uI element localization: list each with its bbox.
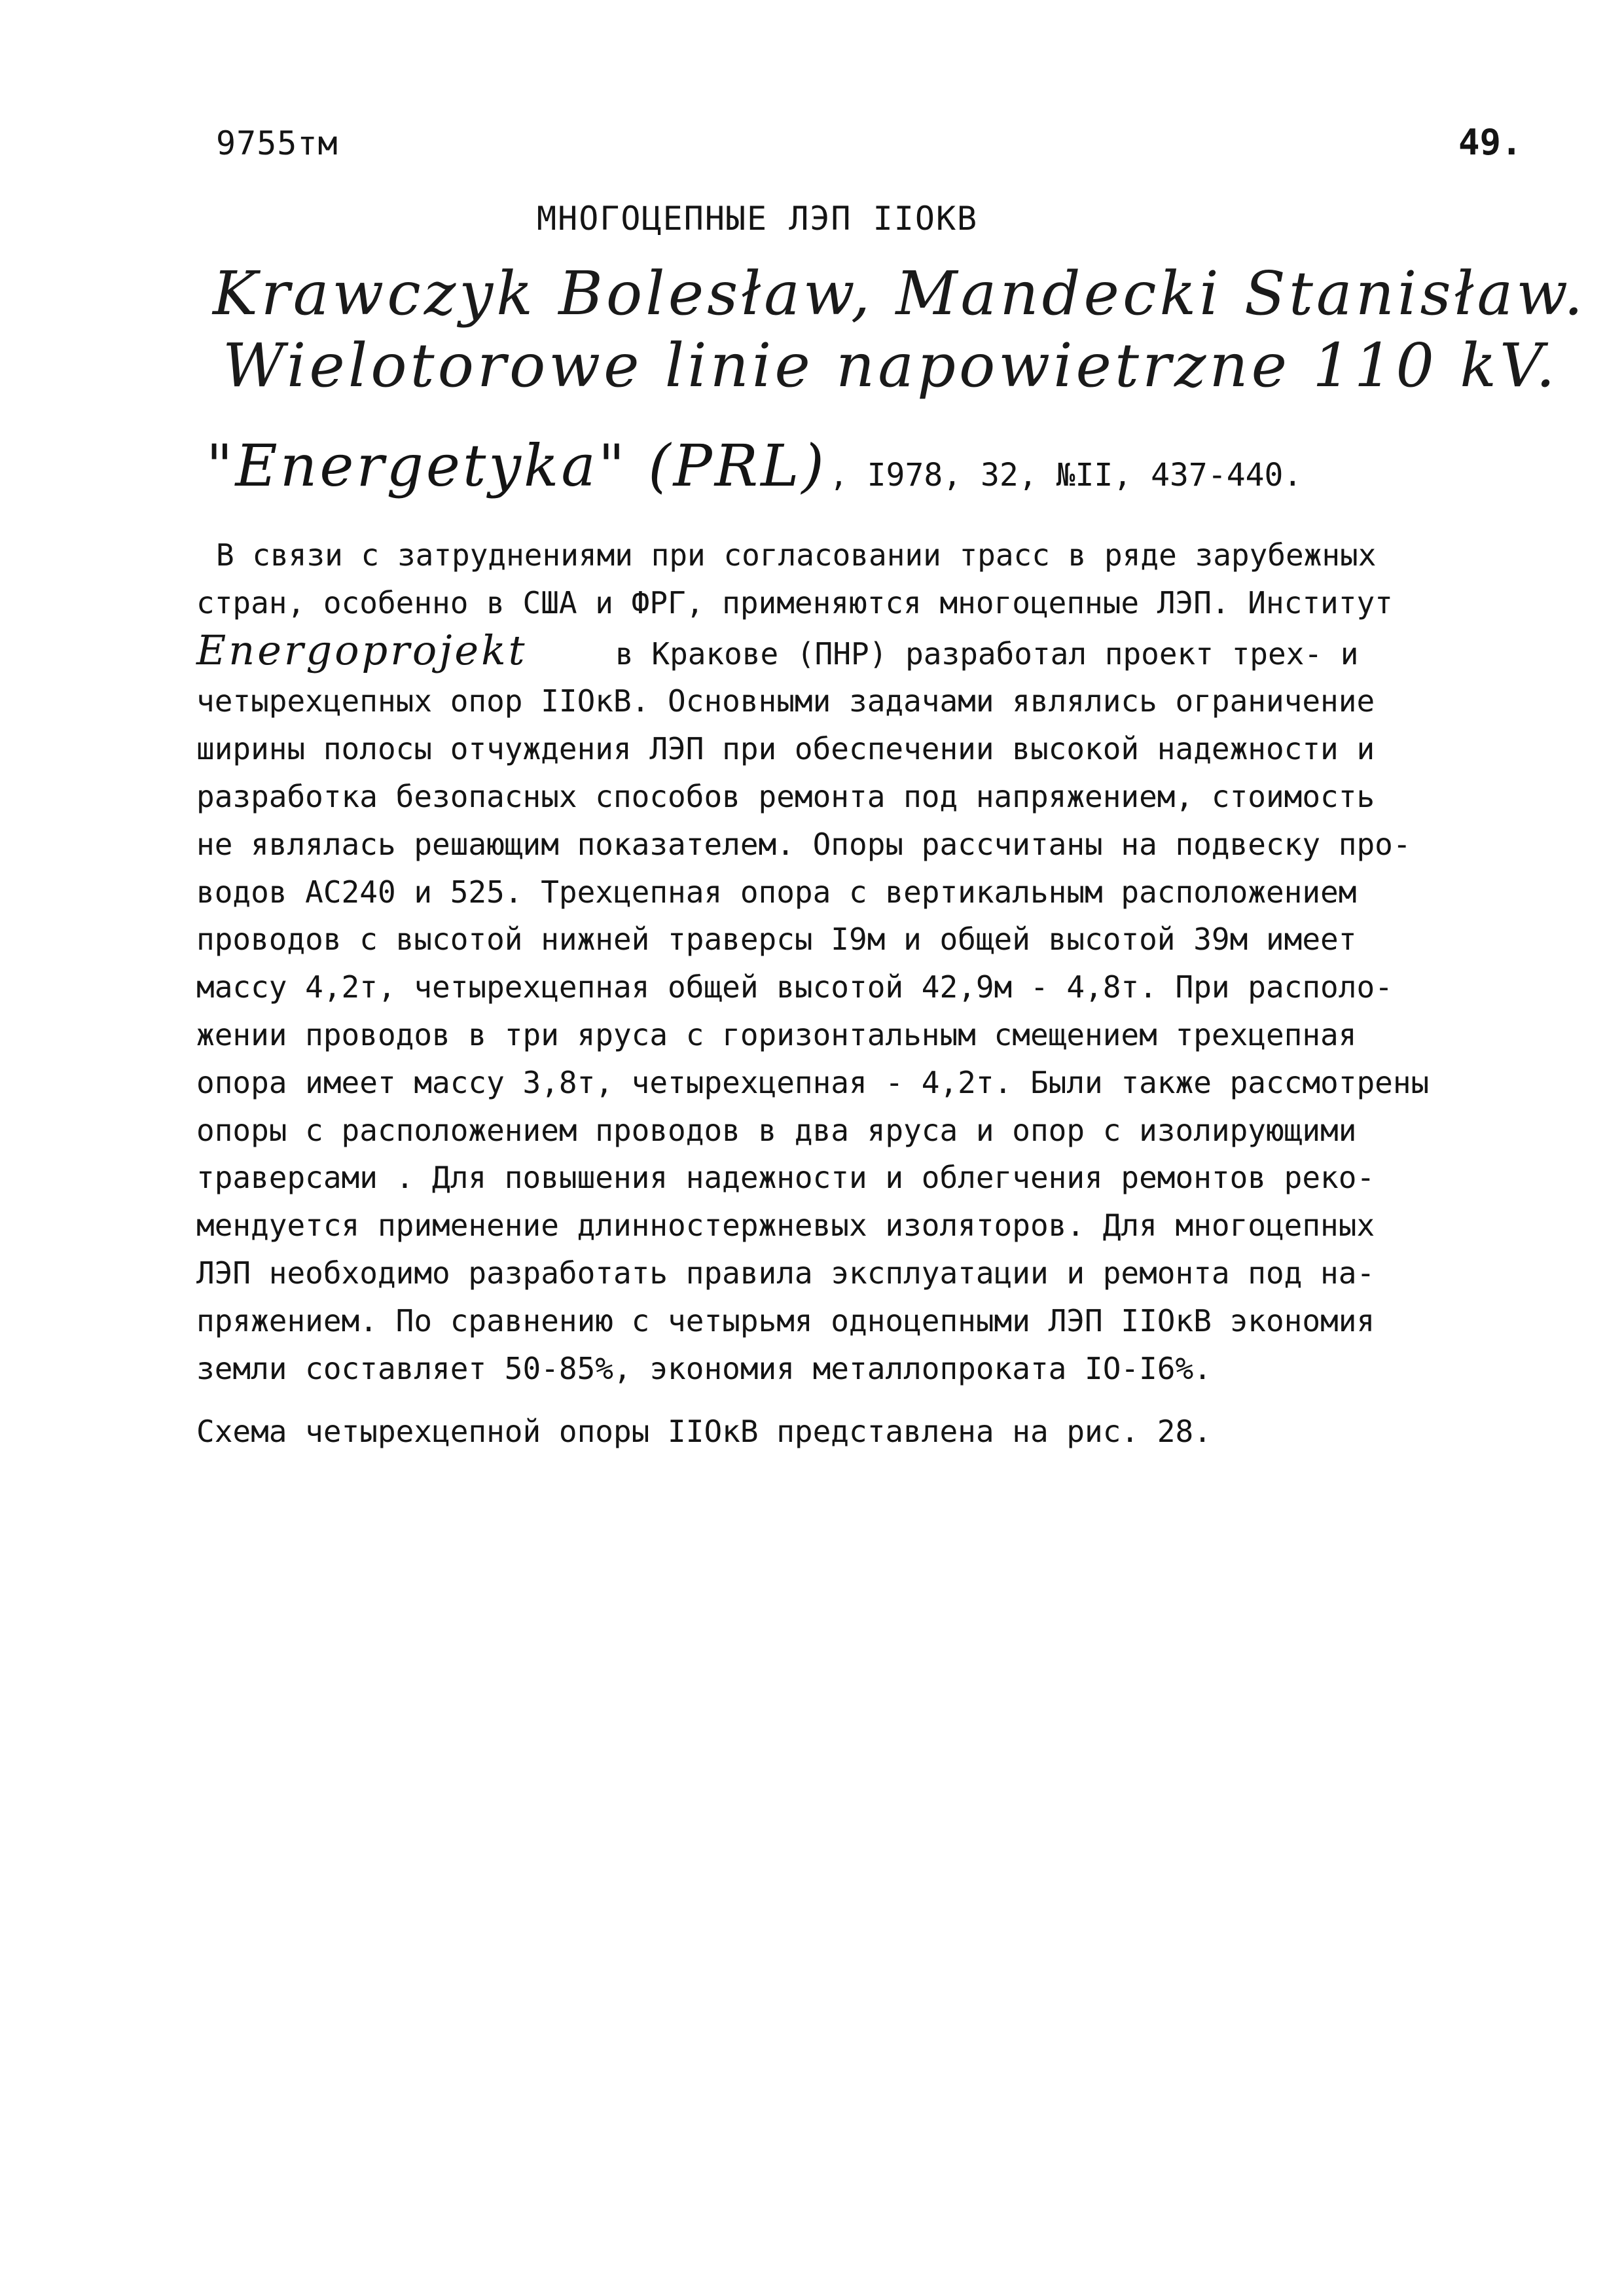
document-title: МНОГОЦЕПНЫЕ ЛЭП IIОКВ [537, 200, 979, 238]
body-line: траверсами . Для повышения надежности и облегчения ремонтов реко- [196, 1160, 1375, 1196]
figure-reference: Схема четырехцепной опоры IIОкВ представлена на рис. 28. [196, 1414, 1212, 1449]
handwritten-journal: "Energetyka" (PRL) [206, 432, 827, 499]
body-line: жении проводов в три яруса с горизонтальным смещением трехцепная [196, 1016, 1357, 1052]
body-line: ЛЭП необходимо разработать правила эксплуатации и ремонта под на- [196, 1255, 1375, 1291]
body-line: четырехцепных опор IIОкВ. Основными задачами являлись ограничение [196, 683, 1375, 719]
body-line-text: в Кракове (ПНР) разработал проект трех- и [615, 636, 1359, 672]
citation-line [206, 432, 1302, 499]
body-line: опоры с расположением проводов в два яруса и опор с изолирующими [196, 1112, 1357, 1148]
body-line: не являлась решающим показателем. Опоры рассчитаны на подвеску про- [196, 826, 1411, 862]
body-line: опора имеет массу 3,8т, четырехцепная - 4,2т. Были также рассмотрены [196, 1064, 1430, 1100]
handwritten-institute: Energoprojekt [196, 626, 528, 674]
body-line: ширины полосы отчуждения ЛЭП при обеспечении высокой надежности и [196, 731, 1375, 767]
body-line [196, 627, 1499, 678]
handwritten-work-title: Wielotorowe linie napowietrzne 110 kV. [223, 331, 1559, 401]
body-line: массу 4,2т, четырехцепная общей высотой 42,9м - 4,8т. При располо- [196, 969, 1393, 1005]
body-paragraph [196, 531, 1499, 1392]
page-number: 49. [1458, 122, 1523, 163]
body-line: пряжением. По сравнению с четырьмя одноцепными ЛЭП IIОкВ экономия [196, 1302, 1375, 1338]
body-line: стран, особенно в США и ФРГ, применяются многоцепные ЛЭП. Институт [196, 584, 1393, 620]
citation-details: , I978, 32, №II, 437-440. [829, 457, 1303, 493]
body-line: разработка безопасных способов ремонта под напряжением, стоимость [196, 778, 1375, 814]
handwritten-authors: Krawczyk Bolesław, Mandecki Stanisław. [213, 259, 1587, 329]
body-line: земли составляет 50-85%, экономия металлопроката IO-I6%. [196, 1350, 1212, 1386]
body-line: проводов с высотой нижней траверсы I9м и общей высотой 39м имеет [196, 922, 1357, 958]
body-line: мендуется применение длинностержневых изоляторов. Для многоцепных [196, 1208, 1375, 1244]
document-id: 9755тм [216, 124, 338, 162]
body-line: водов АС240 и 525. Трехцепная опора с вертикальным расположением [196, 874, 1357, 910]
body-line: В связи с затруднениями при согласовании трасс в ряде зарубежных [216, 537, 1377, 573]
